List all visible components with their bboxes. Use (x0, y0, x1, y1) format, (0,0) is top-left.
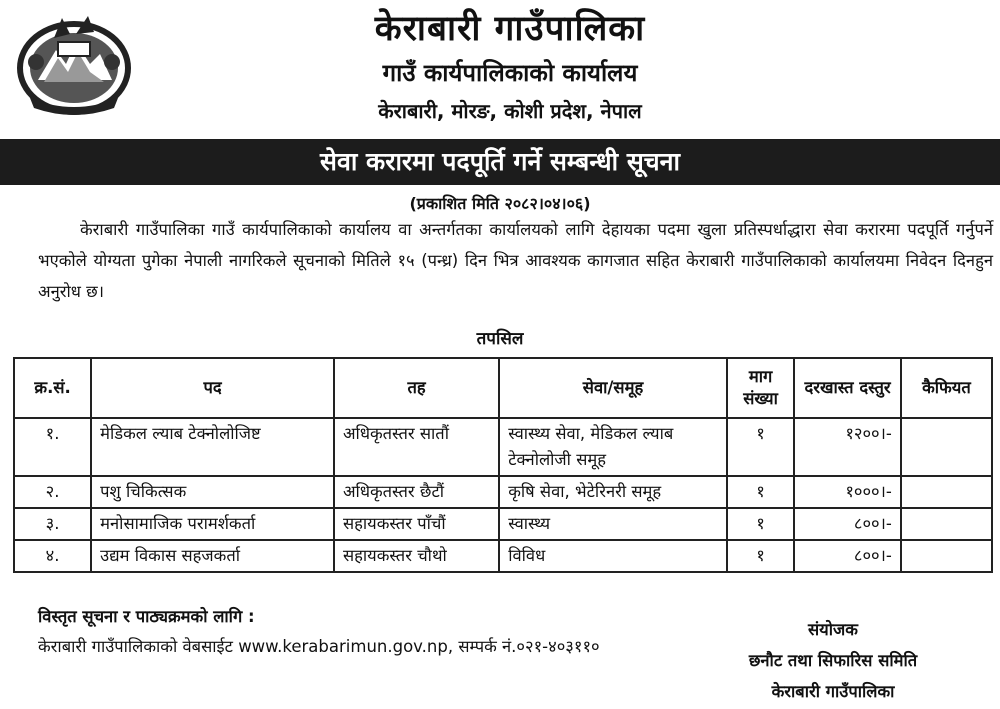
signatory-office: केराबारी गाउँपालिका (771, 682, 895, 701)
row-count: १ (727, 418, 794, 476)
header-sn: क्र.सं. (14, 358, 91, 418)
table-header-row (14, 358, 992, 418)
row-level: सहायकस्तर पाँचौं (334, 508, 499, 540)
published-date: (प्रकाशित मिति २०८२।०४।०६) (409, 194, 591, 213)
row-post: मनोसामाजिक परामर्शकर्ता (91, 508, 334, 540)
row-post: पशु चिकित्सक (91, 476, 334, 508)
row-count: १ (727, 476, 794, 508)
signature-block (688, 614, 978, 707)
row-level: सहायकस्तर चौथो (334, 540, 499, 572)
row-level: अधिकृतस्तर सातौं (334, 418, 499, 476)
nepal-government-emblem-icon (14, 12, 134, 117)
row-sn: ४. (14, 540, 91, 572)
header-count: माग संख्या (727, 358, 794, 418)
row-remark (901, 540, 992, 572)
header-fee: दरखास्त दस्तुर (794, 358, 901, 418)
row-remark (901, 508, 992, 540)
office-subtitle: गाउँ कार्यपालिकाको कार्यालय (382, 59, 638, 87)
row-fee: ८००।- (794, 508, 901, 540)
vacancy-table (13, 357, 993, 573)
header-service: सेवा/समूह (499, 358, 727, 418)
row-post: उद्यम विकास सहजकर्ता (91, 540, 334, 572)
row-remark (901, 418, 992, 476)
row-sn: ३. (14, 508, 91, 540)
table-row (14, 418, 992, 476)
table-row (14, 540, 992, 572)
row-remark (901, 476, 992, 508)
row-fee: १२००।- (794, 418, 901, 476)
details-heading: तपसिल (476, 329, 524, 349)
signatory-committee: छनौट तथा सिफारिस समिति (748, 651, 918, 670)
table-row (14, 476, 992, 508)
table-row (14, 508, 992, 540)
row-service: विविध (499, 540, 727, 572)
signatory-role: संयोजक (808, 620, 858, 639)
notice-banner-title: सेवा करारमा पदपूर्ति गर्ने सम्बन्धी सूचना (0, 139, 1000, 185)
row-service: स्वास्थ्य सेवा, मेडिकल ल्याब टेक्नोलोजी समूह (499, 418, 727, 476)
info-label: विस्तृत सूचना र पाठ्यक्रमको लागि : (38, 607, 255, 626)
office-title: केराबारी गाउँपालिका (374, 9, 646, 49)
website-contact-line: केराबारी गाउँपालिकाको वेबसाईट www.kerabarimun.gov.np, सम्पर्क नं.०२१-४०३११० (38, 637, 600, 656)
row-level: अधिकृतस्तर छैटौं (334, 476, 499, 508)
header-remark: कैफियत (901, 358, 992, 418)
row-sn: २. (14, 476, 91, 508)
row-service: स्वास्थ्य (499, 508, 727, 540)
row-sn: १. (14, 418, 91, 476)
row-fee: १०००।- (794, 476, 901, 508)
header-post: पद (91, 358, 334, 418)
office-address: केराबारी, मोरङ, कोशी प्रदेश, नेपाल (378, 99, 642, 123)
header-level: तह (334, 358, 499, 418)
row-fee: ८००।- (794, 540, 901, 572)
row-count: १ (727, 540, 794, 572)
notice-body: केराबारी गाउँपालिका गाउँ कार्यपालिकाको कार्यालय वा अन्तर्गतका कार्यालयको लागि देहायका पदमा खुला प्रतिस्पर्धाद्धारा सेवा करारमा पदपूर्ति गर्नुपर्ने भएकोले योग्यता पुगेका नेपाली नागरिकले सूचनाको मितिले १५ (पन्ध्र) दिन भित्र आवश्यक कागजात सहित केराबारी गाउँपालिकाको कार्यालयमा निवेदन दिनहुन अनुरोध छ। (38, 220, 993, 301)
row-post: मेडिकल ल्याब टेक्नोलोजिष्ट (91, 418, 334, 476)
row-service: कृषि सेवा, भेटेरिनरी समूह (499, 476, 727, 508)
row-count: १ (727, 508, 794, 540)
